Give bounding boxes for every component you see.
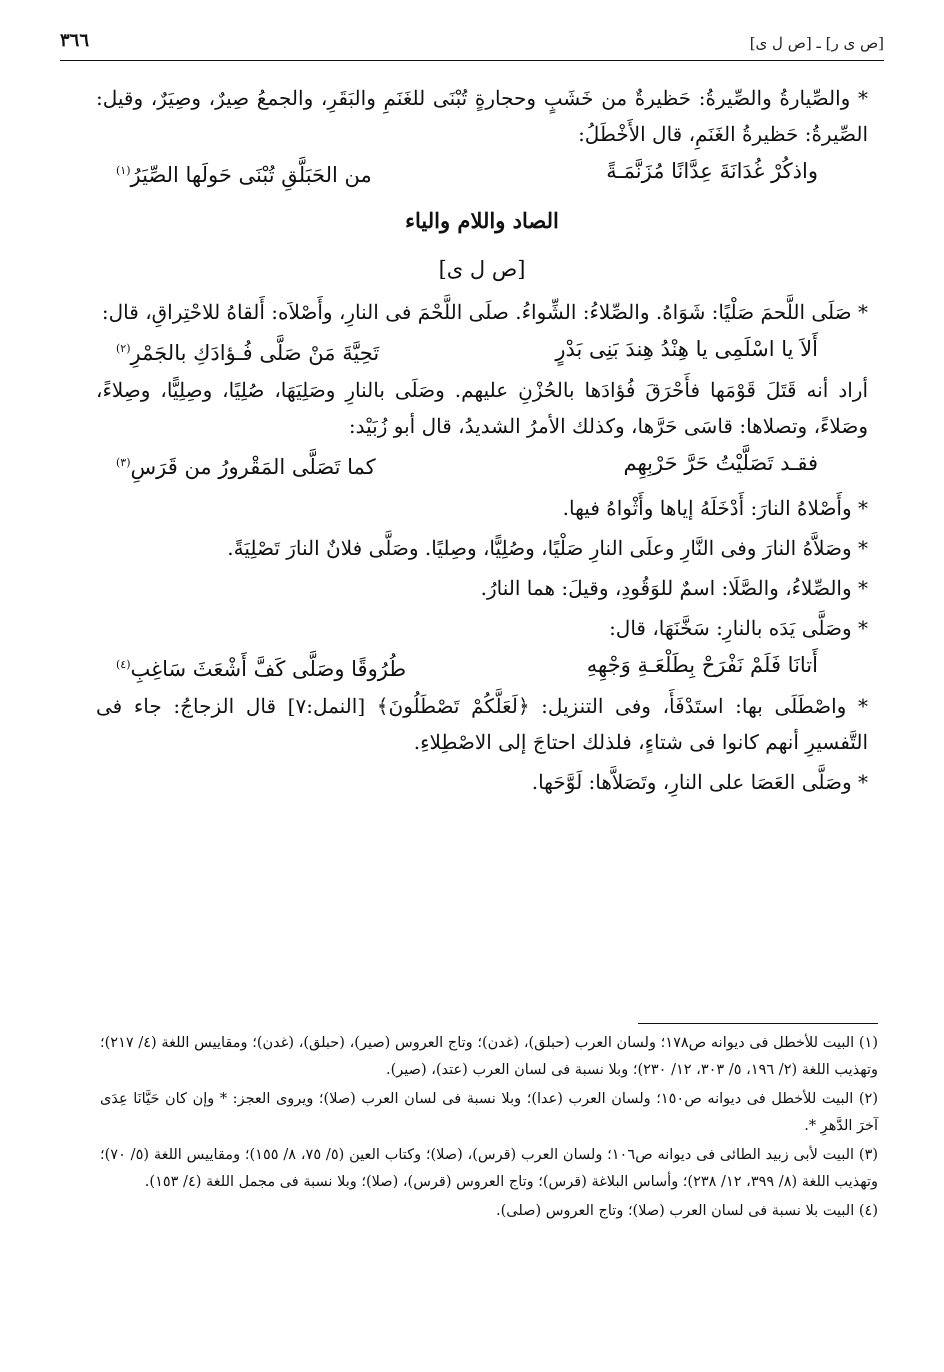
verse-line bbox=[96, 646, 868, 688]
verse-second-hemistich: من الحَبَلَّقِ تُبْنَى حَولَها الصِّيَرُ$^{(١)}$ bbox=[116, 163, 372, 187]
footnote: (٢) البيت للأخطل فى ديوانه ص١٥٠؛ ولسان العرب (عدا)؛ وبلا نسبة فى لسان العرب (صلا)؛ ويروى العجز: * وإن كان حَيَّانَا عِدَى آخرَ الدَّهرِ *. bbox=[100, 1091, 878, 1134]
entry-paragraph: * وصَلاَّهُ النارَ وفى النَّارِ وعلَى النارِ صَلْيًا، وصُلِيًّا، وصِليًا. وصَلَّى فلانٌ النارَ تَصْلِيَةً. bbox=[227, 536, 868, 560]
entry-paragraph: * واصْطَلَى بها: استَدْفَأَ، وفى التنزيل: ﴿لَعَلَّكُمْ تَصْطَلُونَ﴾ [النمل:٧] قال الزجاجُ: جاء فى التَّفسيرِ أنهم كانوا فى شتاءٍ، فلذلك احتاجَ إلى الاصْطِلاءِ. bbox=[96, 694, 868, 754]
entry-paragraph: * وصَلَّى العَصَا على النارِ، وتَصَلاَّها: لَوَّحَها. bbox=[531, 770, 868, 794]
verse-line bbox=[96, 330, 868, 372]
entry-paragraph: * صَلَى اللَّحمَ صَلْيًا: شَوَاهُ. والصِّلاءُ: الشِّواءُ. صلَى اللَّحْمَ فى النارِ، وأَصْلاَه: أَلقاهُ للاحْتِراقِ، قال: bbox=[101, 300, 868, 324]
verse-line bbox=[96, 444, 868, 486]
footnote-ref: (٣) bbox=[116, 456, 131, 469]
verse-second-hemistich: طُرُوقًا وصَلَّى كَفَّ أَشْعَثَ سَاغِبِ$^{(٤)}$ bbox=[116, 657, 407, 681]
main-text bbox=[96, 80, 868, 800]
entry-paragraph: * وأَصْلاهُ النارَ: أَدْخَلَهُ إياها وأَثْواهُ فيها. bbox=[562, 496, 868, 520]
footnote-ref: (١) bbox=[116, 164, 131, 177]
verse-second-hemistich: تَحِيَّةَ مَنْ صَلَّى فُـؤادَكِ بالجَمْرِ$^{(٢)}$ bbox=[116, 341, 380, 365]
entry-paragraph: * والصِّيارةُ والصِّيرةُ: حَظيرةٌ من خَشَبٍ وحجارةٍ تُبْنَى للغَنَمِ والبَقَرِ، والجمعُ صِيرٌ، وصِيَرٌ، وقيل: الصِّيرةُ: حَظيرةُ الغَنَمِ، قال الأَخْطَلُ: bbox=[96, 86, 868, 146]
verse-line bbox=[96, 152, 868, 194]
verse-first-hemistich: أَتانَا فَلَمْ نَفْرَحْ بِطَلْعَـةِ وَجْهِهِ bbox=[586, 653, 818, 677]
running-head bbox=[60, 30, 884, 56]
page-number: ٣٦٦ bbox=[60, 30, 90, 51]
footnote-divider bbox=[638, 1023, 878, 1024]
running-head-title: [ص ى ر] ـ [ص ل ى] bbox=[749, 34, 884, 52]
footnote: (٤) البيت بلا نسبة فى لسان العرب (صلا)؛ وتاج العروس (صلى). bbox=[496, 1203, 878, 1219]
header-divider bbox=[60, 60, 884, 61]
entry-paragraph: * والصِّلاءُ، والصَّلَا: اسمٌ للوَقُودِ، وقيلَ: هما النارُ. bbox=[480, 576, 868, 600]
footnotes bbox=[100, 1030, 878, 1227]
verse-first-hemistich: فقـد تَصَلَّيْتُ حَرَّ حَرْبِهِم bbox=[623, 451, 818, 475]
verse-first-hemistich: واذكُرْ غُدَانَةَ عِدَّانًا مُزَنَّمَـةً bbox=[606, 159, 818, 183]
footnote-ref: (٢) bbox=[116, 342, 131, 355]
entry-paragraph: أراد أنه قَتَلَ قَوْمَها فأَحْرَقَ فُؤادَها بالحُزْنِ عليهم. وصَلَى بالنارِ وصَلِيَهَا، صُلِيًا، وصِلِيًّا، وصِلاءً، وصَلاءً، وتصلاها: قاسَى حَرَّها، وكذلك الأمرُ الشديدُ، قال أبو زُبَيْد: bbox=[96, 378, 868, 438]
verse-second-hemistich: كما تَصَلَّى المَقْرورُ من قَرَسِ$^{(٣)}$ bbox=[116, 455, 376, 479]
verse-first-hemistich: أَلاَ يا اسْلَمِى يا هِنْدُ هِندَ بَنِى بَدْرٍ bbox=[555, 337, 818, 361]
section-title: الصاد واللام والياء bbox=[405, 208, 559, 233]
root-title: [ص ل ى] bbox=[438, 257, 526, 281]
footnote: (١) البيت للأخطل فى ديوانه ص١٧٨؛ ولسان العرب (حبلق)، (غدن)؛ وتاج العروس (صير)، (حبلق)، (غدن)؛ ومقاييس اللغة (٤/ ٢١٧)؛ وتهذيب اللغة (٢/ ١٩٦، ٥/ ٣٠٣، ١٢/ ٢٣٠)؛ وبلا نسبة فى لسان العرب (عتد)، (صير). bbox=[100, 1035, 878, 1078]
footnote: (٣) البيت لأبى زبيد الطائى فى ديوانه ص١٠٦؛ ولسان العرب (قرس)، (صلا)؛ وكتاب العين (٥/ ٧٥، ٨/ ١٥٥)؛ ومقاييس اللغة (٥/ ٧٠)؛ وتهذيب اللغة (٨/ ٣٩٩، ١٢/ ٢٣٨)؛ وأساس البلاغة (قرس)؛ وتاج العروس (قرس)، (صلا)؛ وبلا نسبة فى مجمل اللغة (٤/ ١٥٣). bbox=[100, 1147, 879, 1190]
entry-paragraph: * وصَلَّى يَدَه بالنارِ: سَخَّنَهَا، قال: bbox=[609, 616, 868, 640]
footnote-ref: (٤) bbox=[116, 658, 131, 671]
